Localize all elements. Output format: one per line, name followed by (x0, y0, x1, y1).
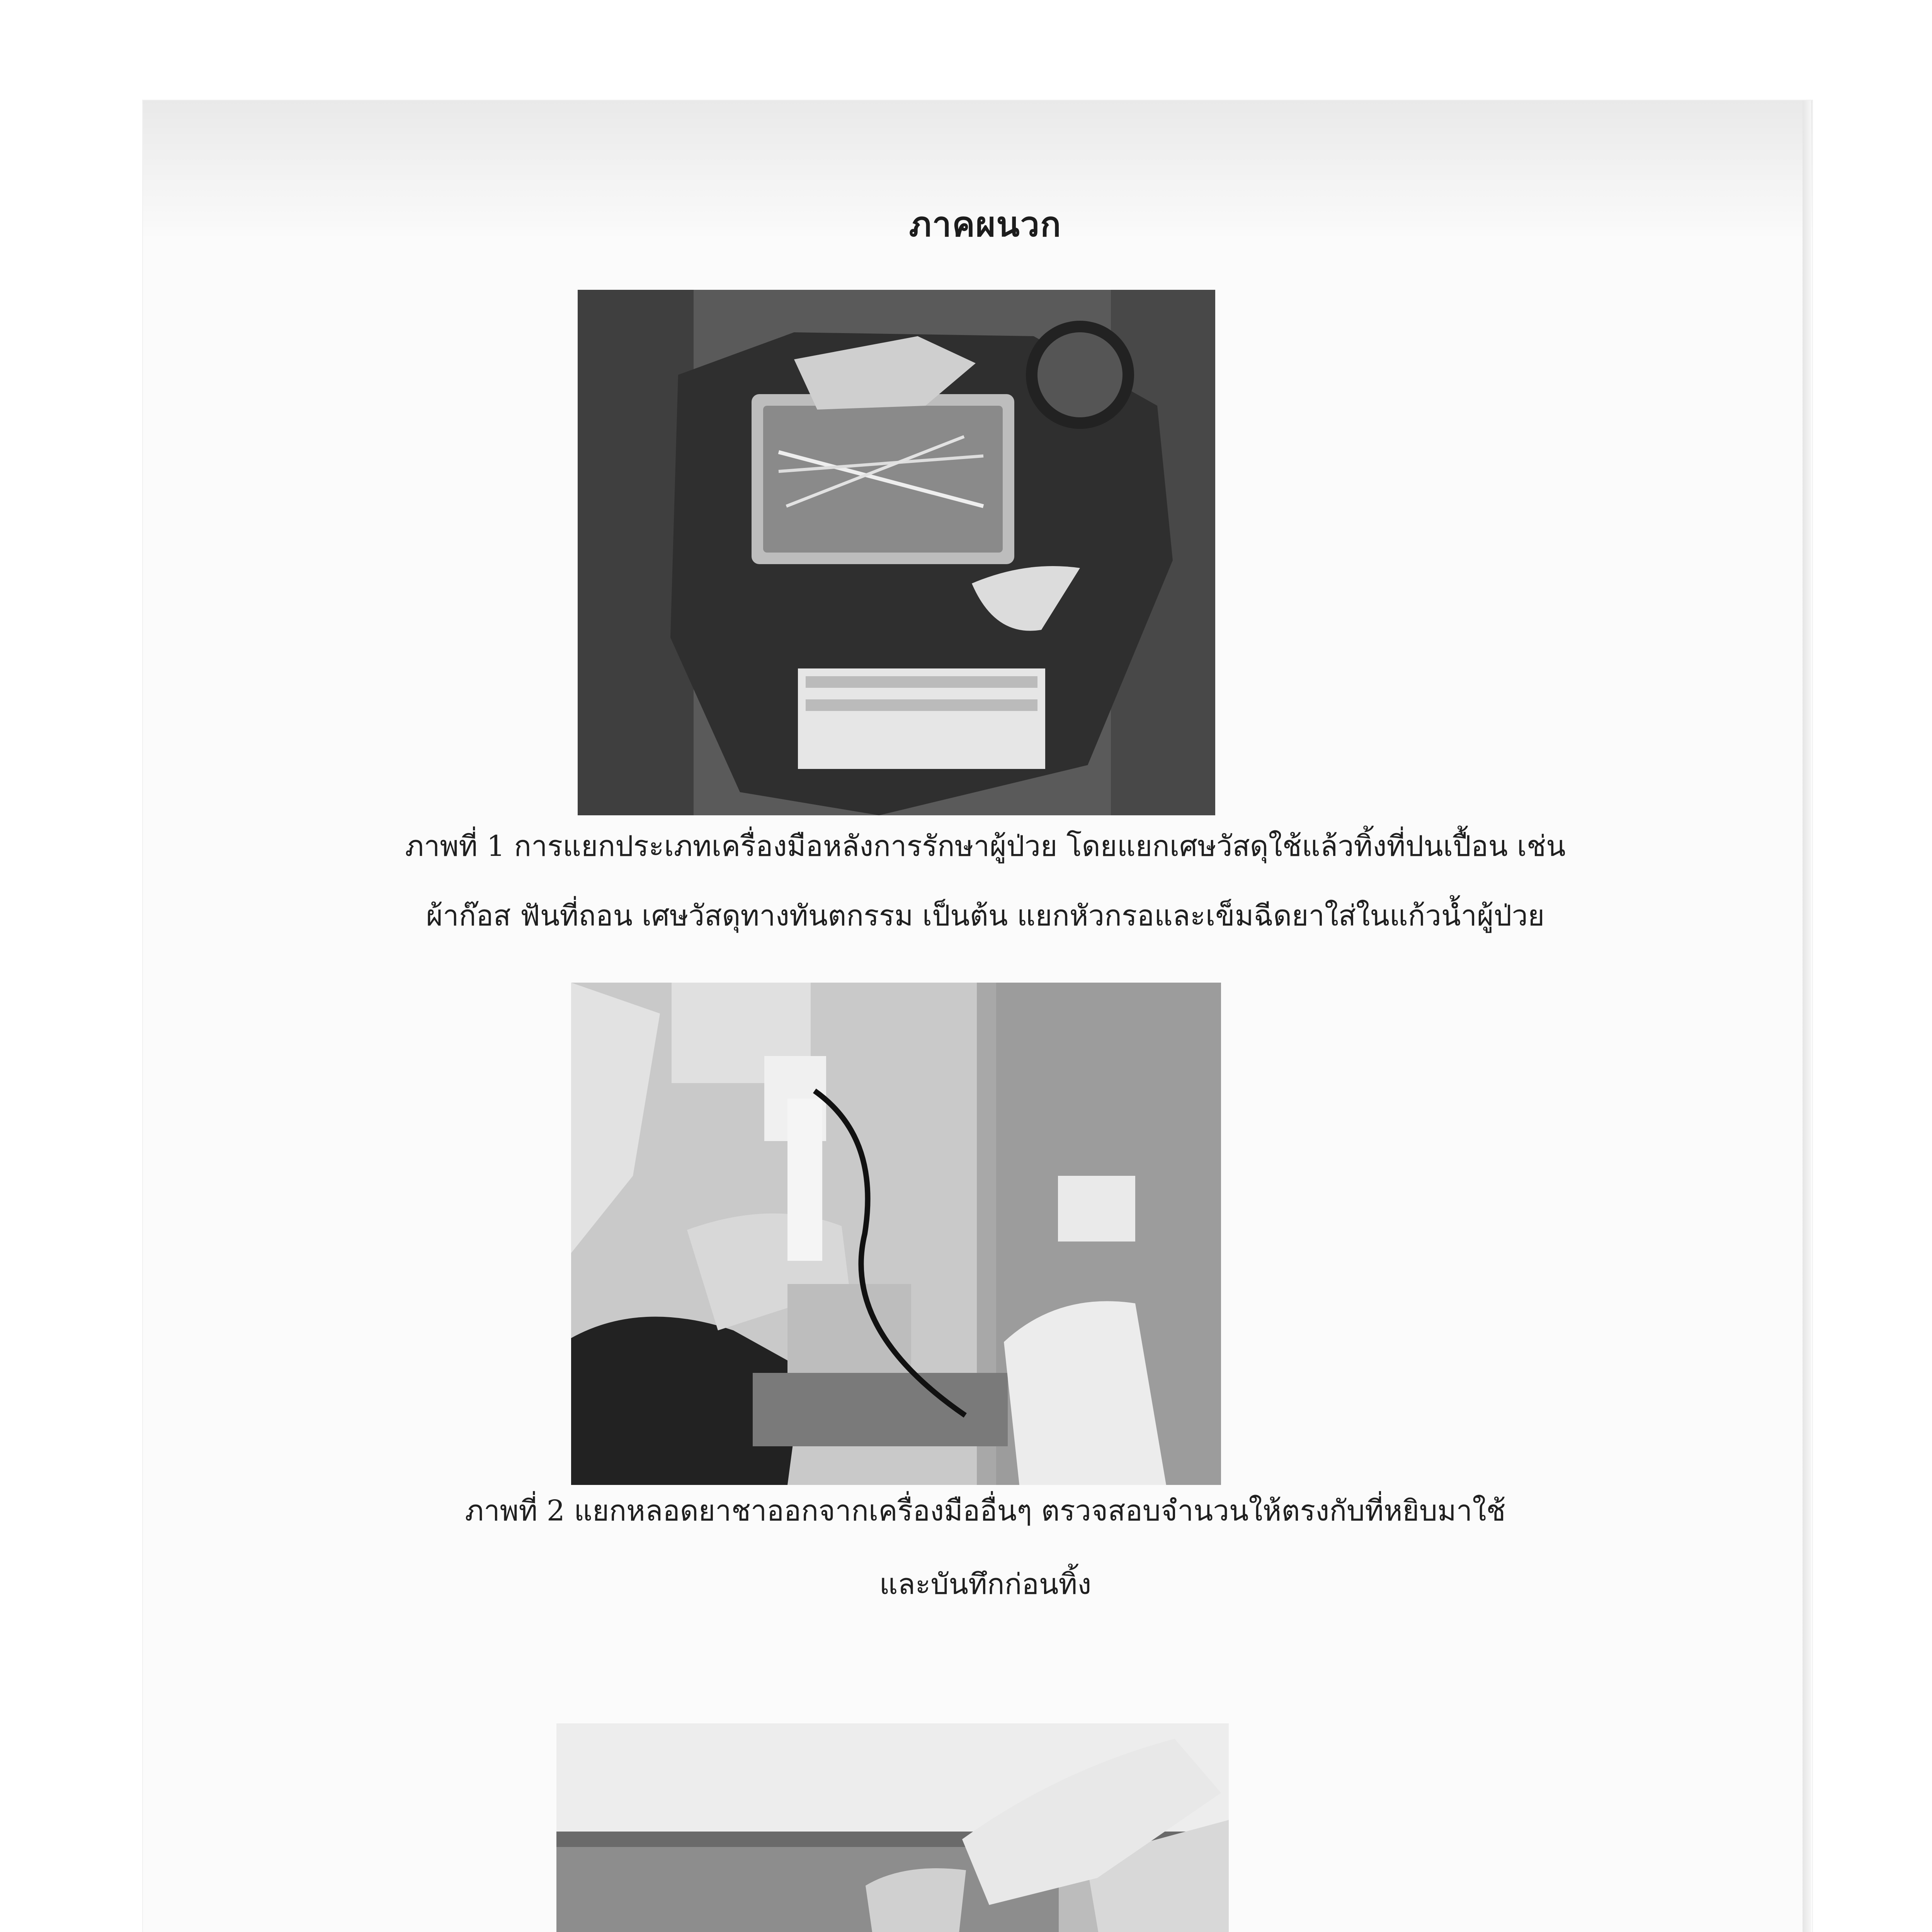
dental-tray-image (578, 290, 1215, 815)
figure-2-caption-line-1: ภาพที่ 2 แยกหลอดยาชาออกจากเครื่องมืออื่นๆ ตรวจสอบจำนวนให้ตรงกับที่หยิบมาใช้ (465, 1494, 1506, 1527)
page-edge (1803, 100, 1811, 1932)
figure-2-photo (571, 983, 1221, 1485)
sharps-disposal-image (556, 1723, 1229, 1932)
figure-1-caption-line-1: ภาพที่ 1 การแยกประเภทเครื่องมือหลังการรักษาผู้ป่วย โดยแยกเศษวัสดุใช้แล้วทิ้งที่ปนเปื้อน เช่น (405, 830, 1566, 863)
figure-1-photo (578, 290, 1215, 815)
page-title: ภาคผนวก (909, 204, 1062, 244)
cartridge-sorting-image (571, 983, 1221, 1485)
figure-3-photo (556, 1723, 1229, 1932)
figure-2-caption-line-2: และบันทึกก่อนทิ้ง (879, 1568, 1092, 1601)
figure-1-caption-line-2: ผ้าก๊อส ฟันที่ถอน เศษวัสดุทางทันตกรรม เป็นต้น แยกหัวกรอและเข็มฉีดยาใส่ในแก้วน้ำผู้ป่วย (426, 899, 1545, 932)
